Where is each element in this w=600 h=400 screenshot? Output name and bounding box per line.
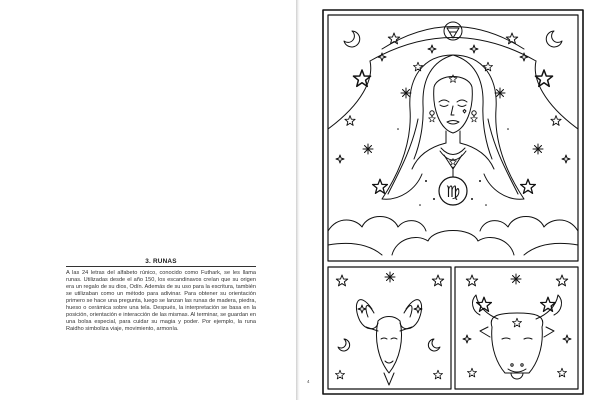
page-number: 4	[307, 379, 310, 384]
face	[429, 75, 478, 133]
virgo-symbol-icon: ♍	[445, 182, 461, 201]
coloring-illustration	[322, 9, 584, 395]
moon-icon	[344, 31, 360, 47]
body-paragraph: A las 24 letras del alfabeto rúnico, conocido como Futhark, se les llama runas. Utilizadas desde el año 150, los escandinavos creían que su origen era un regalo de su dios, Odín. Además de su uso para la escritura, también se utilizaban como un método para adivinar. Para obtener su orientación primero se hace una pregunta, luego se lanzan las runas de madera, piedra, hueso o cerámica sobre una tela. Después, la interpretación se basa en la posición, orientación e interacción de las mismas. Al terminar, se guardan en una bolsa especial, para cuidar su magia y poder. Por ejemplo, la runa Raidho simboliza viaje, movimiento, armonía.	[66, 270, 256, 333]
outer-frame	[323, 10, 583, 394]
bottom-left-panel	[328, 267, 451, 389]
clouds	[328, 217, 578, 256]
pendant	[439, 148, 467, 205]
moon-icon	[428, 339, 440, 351]
bull-head	[473, 295, 562, 379]
top-panel	[328, 15, 578, 261]
title-divider	[66, 266, 256, 267]
moon-icon	[338, 339, 350, 351]
moon-icon	[546, 31, 562, 47]
goat-head	[356, 300, 421, 385]
section-title: 3. RUNAS	[145, 258, 177, 265]
bottom-right-panel	[455, 267, 578, 389]
left-page	[0, 0, 296, 400]
